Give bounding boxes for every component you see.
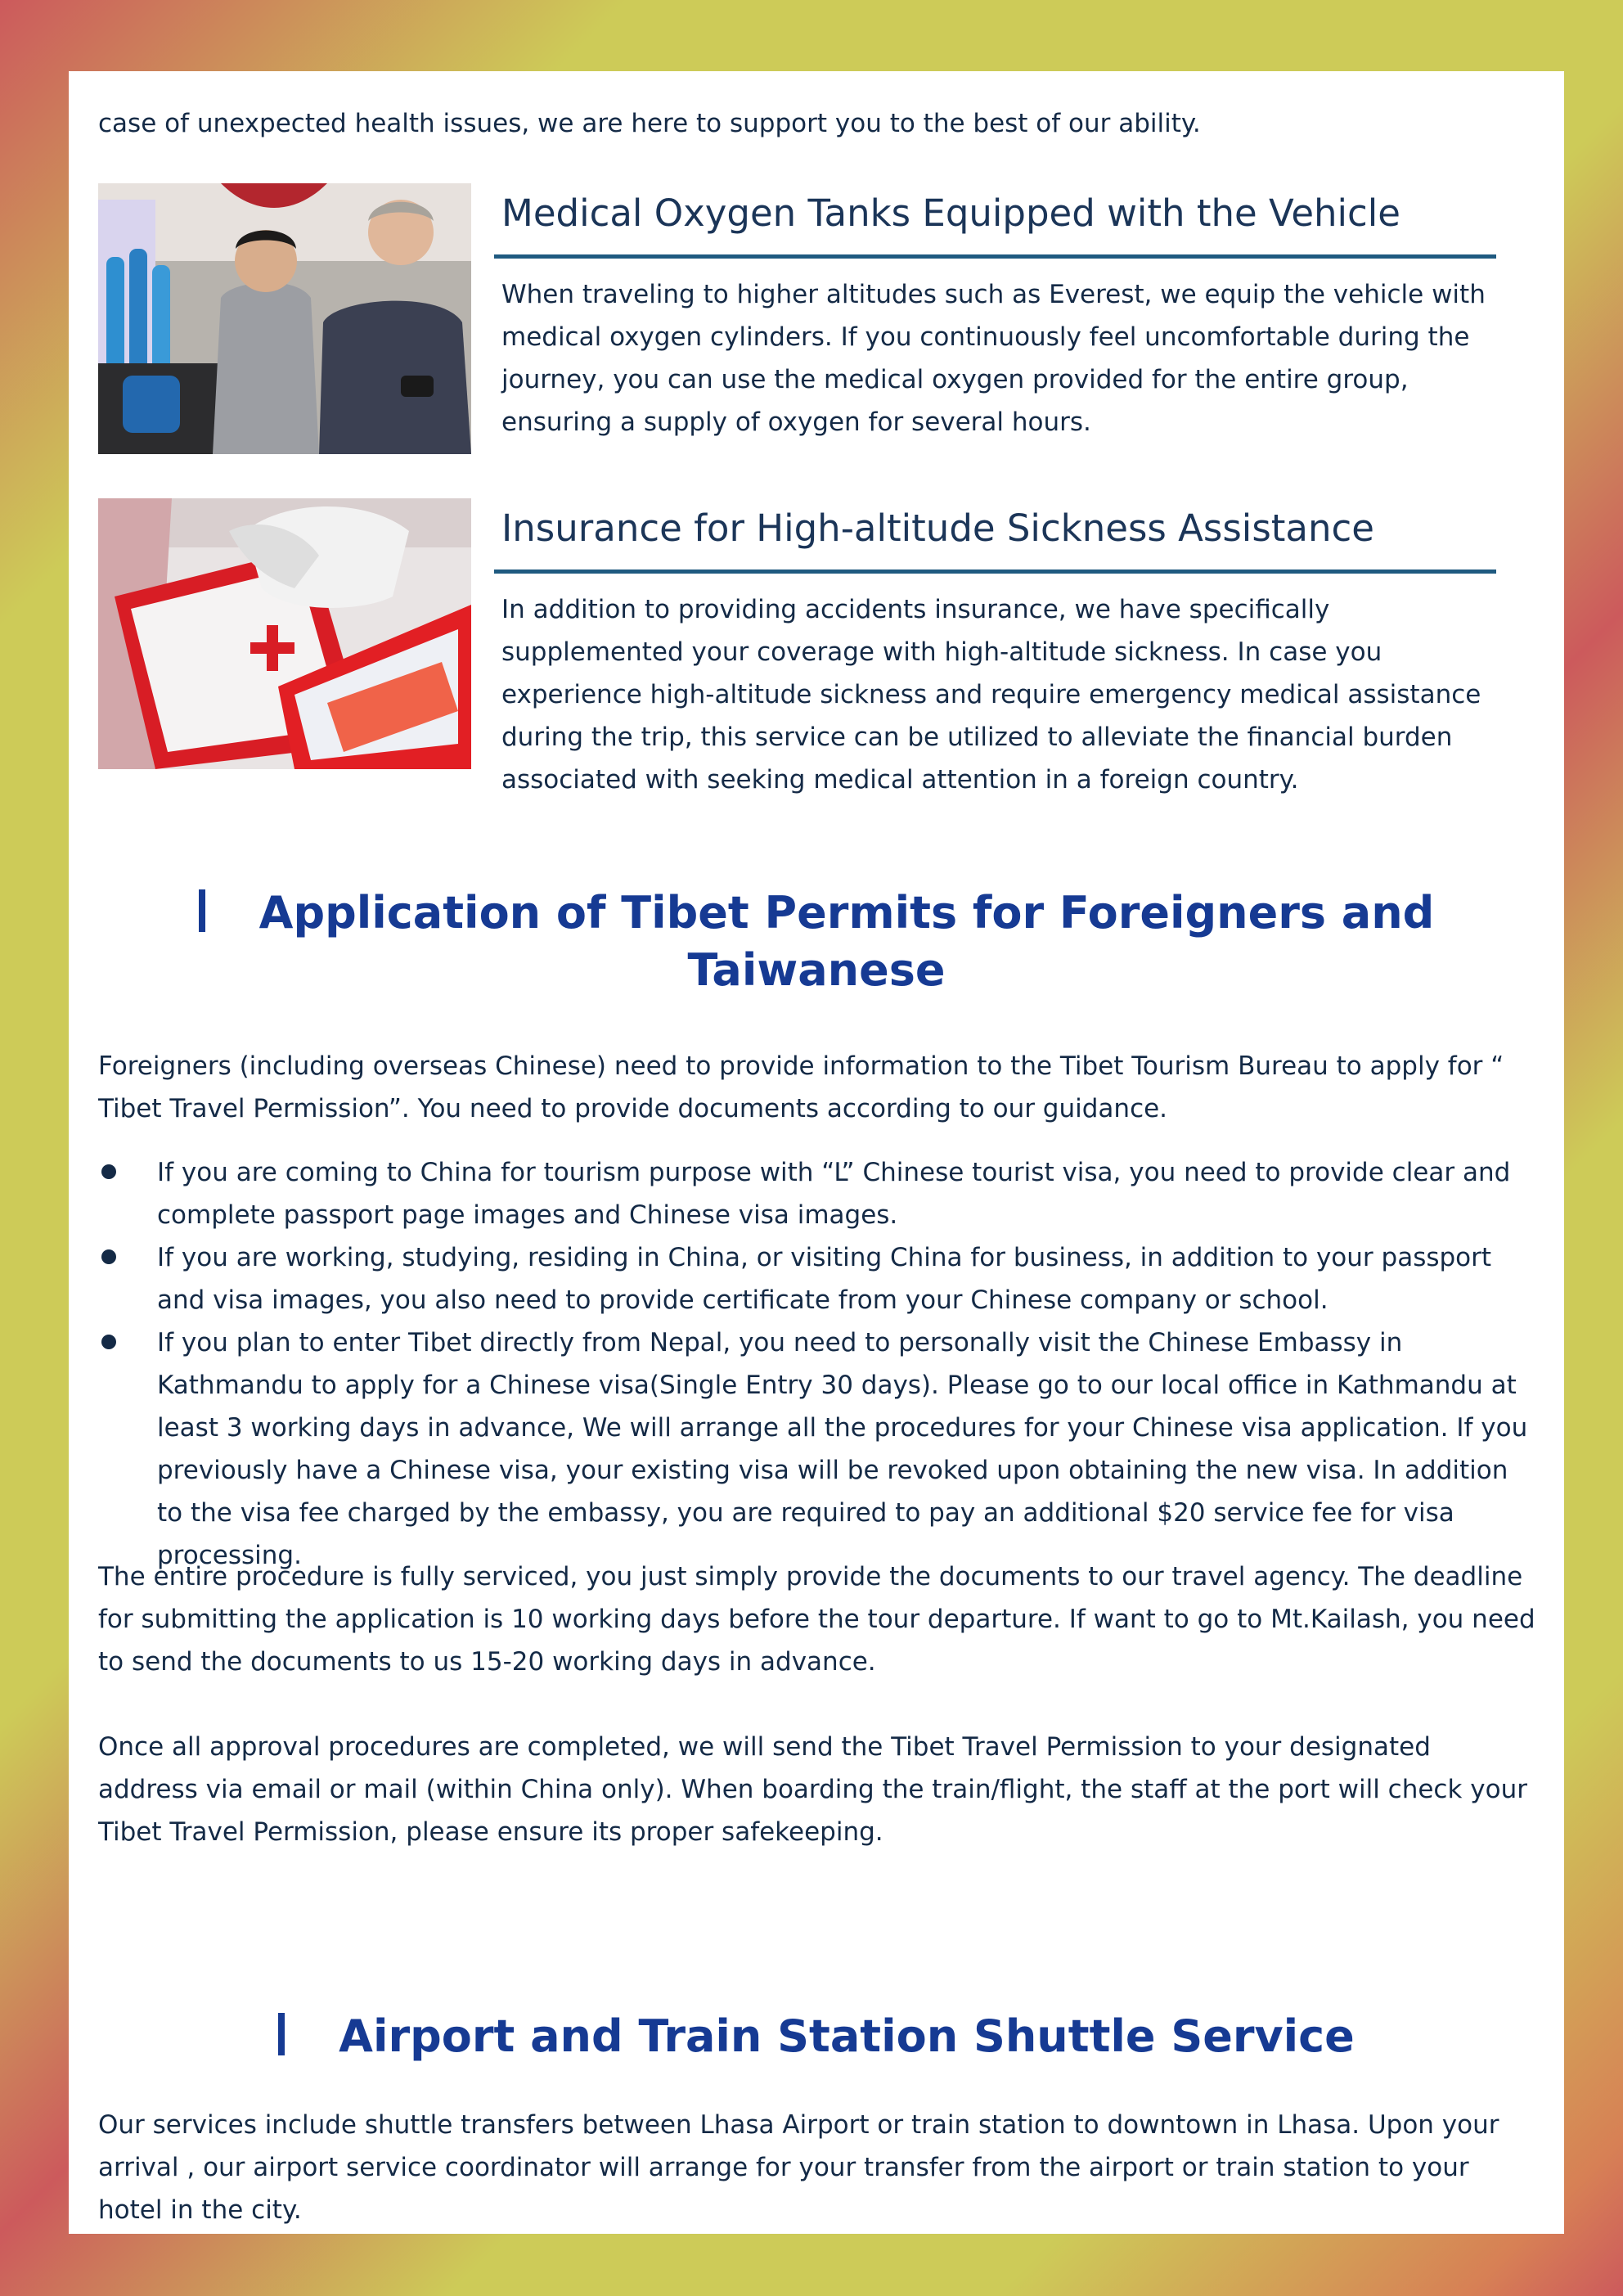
intro-text: case of unexpected health issues, we are here to support you to the best of our ability.	[98, 109, 1201, 138]
list-item: If you are working, studying, residing in China, or visiting China for business, in addition to your passport and visa images, you also need to provide certificate from your Chinese company or school.	[98, 1236, 1538, 1321]
bullet-icon	[101, 1249, 116, 1264]
permits-heading	[69, 885, 1564, 999]
heading-accent-bar	[199, 889, 205, 932]
bullet-icon	[101, 1164, 116, 1179]
shuttle-body: Our services include shuttle transfers between Lhasa Airport or train station to downtown in Lhasa. Upon your arrival , our airport service coordinator will arrange for your transfer from the airport or train station to your hotel in the city.	[98, 2110, 1499, 2225]
oxygen-section-title: Medical Oxygen Tanks Equipped with the Vehicle	[501, 191, 1400, 235]
permits-requirements-list	[98, 1151, 1538, 1577]
oxygen-tank-photo	[98, 183, 471, 454]
oxygen-section-divider	[494, 254, 1496, 259]
bullet-icon	[101, 1335, 116, 1349]
shuttle-heading	[69, 2008, 1564, 2065]
list-item: If you plan to enter Tibet directly from Nepal, you need to personally visit the Chinese Embassy in Kathmandu to apply for a Chinese visa(Single Entry 30 days). Please go to our local office in Kathmandu at least 3 working days in advance, We will arrange all the procedures for your Chinese visa application. If you previously have a Chinese visa, your existing visa will be revoked upon obtaining the new visa. In addition to the visa fee charged by the embassy, you are required to pay an additional $20 service fee for visa processing.	[98, 1321, 1538, 1577]
insurance-section-divider	[494, 569, 1496, 574]
permits-heading-text: Application of Tibet Permits for Foreigners and Taiwanese	[259, 887, 1435, 996]
insurance-section-body: In addition to providing accidents insurance, we have specifically supplemented your coverage with high-altitude sickness. In case you experience high-altitude sickness and require emergency medical assistance during the trip, this service can be utilized to alleviate the financial burden associated with seeking medical attention in a foreign country.	[501, 595, 1481, 795]
document-page	[69, 71, 1564, 2234]
permits-procedure: The entire procedure is fully serviced, you just simply provide the documents to our travel agency. The deadline for submitting the application is 10 working days before the tour departure. If want to go to Mt.Kailash, you need to send the documents to us 15-20 working days in advance.	[98, 1562, 1535, 1677]
list-item: If you are coming to China for tourism purpose with “L” Chinese tourist visa, you need to provide clear and complete passport page images and Chinese visa images.	[98, 1151, 1538, 1236]
permits-intro: Foreigners (including overseas Chinese) need to provide information to the Tibet Tourism Bureau to apply for “ Tibet Travel Permission”. You need to provide documents according to our guidance.	[98, 1051, 1504, 1123]
heading-accent-bar	[278, 2013, 285, 2055]
insurance-section-title: Insurance for High-altitude Sickness Assistance	[501, 506, 1374, 550]
oxygen-section-body: When traveling to higher altitudes such as Everest, we equip the vehicle with medical oxygen cylinders. If you continuously feel uncomfortable during the journey, you can use the medical oxygen provided for the entire group, ensuring a supply of oxygen for several hours.	[501, 280, 1486, 437]
permits-approval: Once all approval procedures are completed, we will send the Tibet Travel Permission to your designated address via email or mail (within China only). When boarding the train/flight, the staff at the port will check your Tibet Travel Permission, please ensure its proper safekeeping.	[98, 1732, 1527, 1847]
first-aid-kit-photo	[98, 498, 471, 769]
shuttle-heading-text: Airport and Train Station Shuttle Service	[339, 2010, 1355, 2062]
